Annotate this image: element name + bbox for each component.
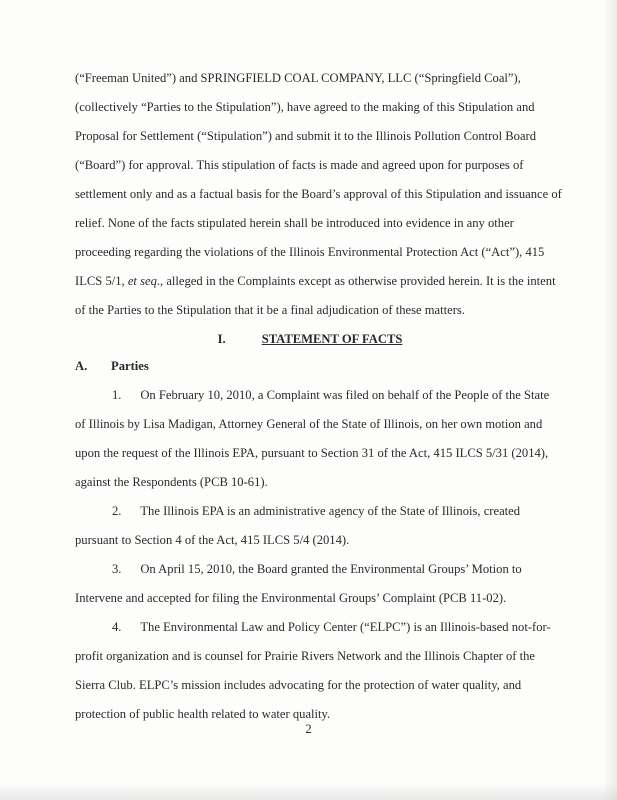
subsection-heading <box>75 352 545 381</box>
text-line <box>75 267 556 296</box>
section-title: STATEMENT OF FACTS <box>261 332 403 346</box>
subsection-title: Parties <box>111 359 149 373</box>
text-line: pursuant to Section 4 of the Act, 415 ILCS 5/4 (2014). <box>75 533 350 547</box>
text-line: upon the request of the Illinois EPA, pursuant to Section 31 of the Act, 415 ILCS 5/31 (2014), <box>75 446 549 460</box>
text-fragment: ., alleged in the Complaints except as otherwise provided herein. It is the intent <box>156 274 556 288</box>
subsection-letter: A. <box>75 359 88 373</box>
text-fragment: ILCS 5/1, <box>75 274 128 288</box>
scan-bottom-shadow <box>0 784 617 800</box>
text-line: relief. None of the facts stipulated herein shall be introduced into evidence in any other <box>75 216 514 230</box>
text-line: (collectively “Parties to the Stipulation”), have agreed to the making of this Stipulation and <box>75 100 535 114</box>
text-line: protection of public health related to water quality. <box>75 707 331 721</box>
section-heading <box>75 325 545 352</box>
text-line: Intervene and accepted for filing the Environmental Groups’ Complaint (PCB 11-02). <box>75 591 507 605</box>
paragraph-4-first-line: 4. The Environmental Law and Policy Center (“ELPC”) is an Illinois-based not-for- <box>112 620 551 634</box>
text-line: (“Freeman United”) and SPRINGFIELD COAL COMPANY, LLC (“Springfield Coal”), <box>75 71 521 85</box>
text-line: of Illinois by Lisa Madigan, Attorney General of the State of Illinois, on her own motion and <box>75 417 543 431</box>
text-line: Sierra Club. ELPC’s mission includes advocating for the protection of water quality, and <box>75 678 522 692</box>
text-line: of the Parties to the Stipulation that it be a final adjudication of these matters. <box>75 303 465 317</box>
paragraph-3-first-line: 3. On April 15, 2010, the Board granted the Environmental Groups’ Motion to <box>112 562 522 576</box>
page-number: 2 <box>305 722 312 736</box>
italic-et-seq: et seq <box>127 274 157 288</box>
text-line: proceeding regarding the violations of the Illinois Environmental Protection Act (“Act”), 415 <box>75 245 545 259</box>
document-body <box>75 64 562 729</box>
text-line: (“Board”) for approval. This stipulation of facts is made and agreed upon for purposes of <box>75 158 524 172</box>
paragraph-1-first-line: 1. On February 10, 2010, a Complaint was filed on behalf of the People of the State <box>112 388 550 402</box>
text-line: profit organization and is counsel for Prairie Rivers Network and the Illinois Chapter of the <box>75 649 536 663</box>
text-line: settlement only and as a factual basis for the Board’s approval of this Stipulation and issuance of <box>75 187 562 201</box>
scan-edge-shadow <box>603 0 617 800</box>
paragraph-2-first-line: 2. The Illinois EPA is an administrative agency of the State of Illinois, created <box>112 504 521 518</box>
text-line: against the Respondents (PCB 10-61). <box>75 475 268 489</box>
section-number: I. <box>217 332 226 346</box>
text-line: Proposal for Settlement (“Stipulation”) and submit it to the Illinois Pollution Control Board <box>75 129 537 143</box>
